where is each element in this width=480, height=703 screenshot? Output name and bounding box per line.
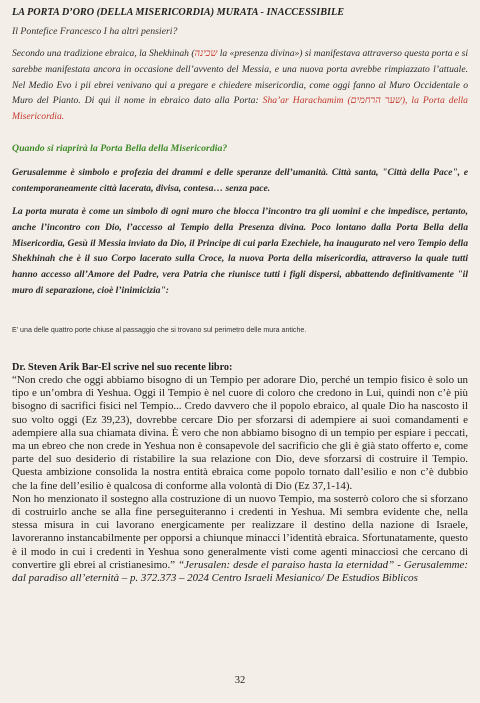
hebrew-shekhinah: שכינה <box>194 48 218 59</box>
intro-text-2: la «presenza divina») si manifestava attraverso questa porta e si sarebbe manifestata ancora in occasione dell’avvento del Messia, e una nuova porta avrebbe rimpiazzato l’attuale. Nel Medio Evo i pii ebrei venivano qui a pregare e chiedere misericordia, come oggi fanno al Muro Occidentale o Muro del Pianto. Di qui il nome in ebraico dato alla Porta: <box>12 48 468 107</box>
subtitle: Il Pontefice Francesco I ha altri pensieri? <box>12 26 178 37</box>
intro-paragraph <box>12 46 468 125</box>
section-heading: Quando si riaprirà la Porta Bella della Misericordia? <box>12 143 228 154</box>
porta-misericordia-name: Sha’ar Harachamim (שער הרחמים), la Porta della Misericordia. <box>12 95 468 123</box>
page-number: 32 <box>234 675 246 686</box>
book-quote <box>12 374 468 585</box>
author-line: Dr. Steven Arik Bar-El scrive nel suo recente libro: <box>12 362 233 373</box>
quote-paragraph-1: “Non credo che oggi abbiamo bisogno di un Tempio per adorare Dio, perché un tempio fisico è solo un tipo e un’ombra di Yeshua. Oggi il Tempio è nel cuore di coloro che credono in Lui, quindi non c’è più bisogno di sacrifici fisici nel Tempio... Credo davvero che il popolo ebraico, al quale Dio ha nascosto il suo volto oggi (Ez 39,23), dovrebbe cercare Dio per sforzarsi di adempiere ai suoi comandamenti e adempiere alla sua chiamata divina. È vero che non abbiamo bisogno di un tempio per espiare i peccati, ma un ebreo che non crede in Yeshua non è consapevole del sacrificio che gli è già stato offerto e, come parte del suo desiderio di ristabilire la sua relazione con Dio, deve sforzarsi di costruire il Tempio. Questa ambizione consolida la nostra entità ebraica come popolo tornato dall’esilio e non c’è dubbio che la fine dell’esilio è qualcosa di conforme alla volontà di Dio (Ez 37,1-14). <box>12 374 468 492</box>
page-title: LA PORTA D’ORO (DELLA MISERICORDIA) MURATA - INACCESSIBILE <box>12 7 345 18</box>
footnote-text: E' una delle quattro porte chiuse al passaggio che si trovano sul perimetro delle mura antiche. <box>12 326 307 334</box>
quote-paragraph-2 <box>12 493 468 585</box>
intro-text-1: Secondo una tradizione ebraica, la Shekhinah ( <box>12 48 195 59</box>
wall-paragraph: La porta murata è come un simbolo di ogni muro che blocca l’incontro tra gli uomini e che impedisce, pertanto, anche l’incontro con Dio, l’accesso al Tempio della Presenza divina. Poco lontano dalla Porta Bella della Misericordia, Gesù il Messia inviato da Dio, il Principe di cui parla Ezechiele, ha inaugurato nel vero Tempio della Shekhinah che è il suo Corpo lacerato sulla Croce, la nuova Porta della misericordia, attraverso la quale tutti hanno accesso all’Amore del Padre, vera Patria che riunisce tutti i figli dispersi, abbattendo definitivamente "il muro di separazione, cioè l’inimicizia": <box>12 206 468 296</box>
quote-paragraph-2-text: Non ho menzionato il sostegno alla costruzione di un nuovo Tempio, ma sosterrò coloro che si sforzano di costruirlo anche se alla fine perseguiteranno i credenti in Yeshua. Mi sembra evidente che, nella stessa misura in cui lavorano energicamente per realizzare il destino della nazione di Israele, lavoreranno instancabilmente per opporsi a chiunque minacci l’identità ebraica. Sfortunatamente, questo è il modo in cui i credenti in Yeshua sono generalmente visti come agenti minacciosi che cercano di convertire gli ebrei al cristianesimo.” <box>12 492 468 571</box>
jerusalem-paragraph: Gerusalemme è simbolo e profezia dei drammi e delle speranze dell’umanità. Città santa, "Città della Pace", e contemporaneamente città lacerata, divisa, contesa… senza pace. <box>12 167 468 194</box>
book-citation: “Jerusalen: desde el paraiso hasta la eternidad” - Gerusalemme: dal paradiso all’eternità – p. 372.373 – 2024 Centro Israeli Mesianico/ De Estudios Biblicos <box>12 558 468 585</box>
